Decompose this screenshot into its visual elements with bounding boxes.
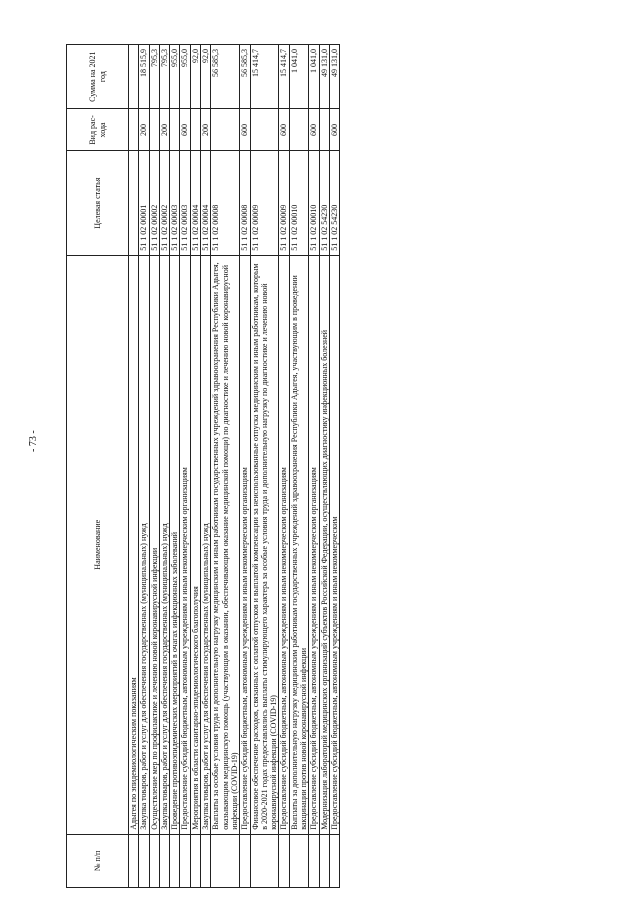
- cell-code: 51 1 02 54230: [319, 151, 329, 255]
- table-row: [180, 45, 190, 888]
- cell-sum: 1 041,0: [289, 45, 309, 109]
- header-row: [67, 45, 129, 888]
- cell-code: 51 1 02 00004: [201, 151, 211, 255]
- cell-vid: 600: [279, 109, 289, 151]
- header-code: Целевая статья: [67, 151, 129, 255]
- cell-name: Выплаты за особые условия труда и дополнительную нагрузку медицинским и иным работникам государственных учреждений здравоохранения Республики Адыгея, оказывающим медицинскую помощь (участвующим в оказании, обеспечивающим оказание медицинской помощи) по диагностике и лечению новой коронавирусной инфекции (COVID-19): [211, 255, 240, 834]
- cell-sum: 795,3: [149, 45, 159, 109]
- budget-table: [66, 44, 340, 888]
- cell-name: Закупка товаров, работ и услуг для обеспечения государственных (муниципальных) нужд: [201, 255, 211, 834]
- cell-code: 51 1 02 54230: [329, 151, 339, 255]
- cell-name: Выплаты за дополнительную нагрузку медицинским работникам государственных учреждений здравоохранения Республики Адыгея, участвующим в проведении вакцинации против новой коронавирусной инфекции: [289, 255, 309, 834]
- cell-sum: 92,0: [201, 45, 211, 109]
- cell-code: 51 1 02 00001: [139, 151, 149, 255]
- cell-num: [149, 834, 159, 887]
- cell-vid: 200: [159, 109, 169, 151]
- cell-sum: 49 131,0: [329, 45, 339, 109]
- cell-num: [329, 834, 339, 887]
- cell-num: [240, 834, 250, 887]
- cell-name: Мероприятия в области санитарно-эпидемиологического благополучия: [190, 255, 200, 834]
- cell-code: 51 1 02 00008: [211, 151, 240, 255]
- cell-vid: 600: [309, 109, 319, 151]
- header-vid: Вид рас-хода: [67, 109, 129, 151]
- cell-code: 51 1 02 00008: [240, 151, 250, 255]
- page-number: - 73 -: [28, 430, 39, 452]
- cell-num: [211, 834, 240, 887]
- cell-num: [289, 834, 309, 887]
- cell-vid: 600: [329, 109, 339, 151]
- cell-name: Предоставление субсидий бюджетным, автономным учреждениям и иным некоммерческим: [329, 255, 339, 834]
- cell-name: Осуществление мер по профилактике и лечению новой коронавирусной инфекции: [149, 255, 159, 834]
- cell-name: Предоставление субсидий бюджетным, автономным учреждениям и иным некоммерческим организациям: [279, 255, 289, 834]
- cell-vid: [129, 109, 139, 151]
- cell-name: Закупка товаров, работ и услуг для обеспечения государственных (муниципальных) нужд: [139, 255, 149, 834]
- cell-sum: 56 585,3: [240, 45, 250, 109]
- table-row: [309, 45, 319, 888]
- cell-sum: 18 515,9: [139, 45, 149, 109]
- cell-num: [159, 834, 169, 887]
- cell-name: Предоставление субсидий бюджетным, автономным учреждениям и иным некоммерческим организациям: [309, 255, 319, 834]
- cell-name: Проведение противоэпидемических мероприятий в очагах инфекционных заболеваний: [170, 255, 180, 834]
- cell-code: 51 1 02 00004: [190, 151, 200, 255]
- cell-vid: [190, 109, 200, 151]
- table-row: [129, 45, 139, 888]
- table-row: [279, 45, 289, 888]
- cell-num: [250, 834, 279, 887]
- cell-code: 51 1 02 00010: [289, 151, 309, 255]
- table-row: [289, 45, 309, 888]
- cell-vid: [170, 109, 180, 151]
- header-name: Наименование: [67, 255, 129, 834]
- cell-num: [180, 834, 190, 887]
- table-row: [190, 45, 200, 888]
- table-row: [149, 45, 159, 888]
- cell-code: 51 1 02 00010: [309, 151, 319, 255]
- cell-vid: [319, 109, 329, 151]
- cell-sum: 92,0: [190, 45, 200, 109]
- rotated-table-container: [66, 44, 576, 888]
- table-row: [201, 45, 211, 888]
- cell-sum: 1 041,0: [309, 45, 319, 109]
- table-row: [159, 45, 169, 888]
- cell-vid: 600: [240, 109, 250, 151]
- cell-code: 51 1 02 00002: [149, 151, 159, 255]
- header-sum: Сумма на 2021 год: [67, 45, 129, 109]
- cell-code: 51 1 02 00002: [159, 151, 169, 255]
- table-row: [240, 45, 250, 888]
- cell-sum: 795,3: [159, 45, 169, 109]
- cell-code: [129, 151, 139, 255]
- cell-sum: 49 131,0: [319, 45, 329, 109]
- cell-code: 51 1 02 00003: [170, 151, 180, 255]
- cell-sum: 955,0: [170, 45, 180, 109]
- cell-num: [139, 834, 149, 887]
- cell-vid: [289, 109, 309, 151]
- table-row: [211, 45, 240, 888]
- cell-code: 51 1 02 00003: [180, 151, 190, 255]
- table-row: [139, 45, 149, 888]
- cell-sum: [129, 45, 139, 109]
- cell-name: Адыгея по эпидемиологическим показаниям: [129, 255, 139, 834]
- cell-name: Закупка товаров, работ и услуг для обеспечения государственных (муниципальных) нужд: [159, 255, 169, 834]
- cell-vid: 600: [180, 109, 190, 151]
- table-row: [170, 45, 180, 888]
- cell-sum: 56 585,3: [211, 45, 240, 109]
- table-row: [250, 45, 279, 888]
- cell-sum: 955,0: [180, 45, 190, 109]
- cell-vid: [211, 109, 240, 151]
- cell-vid: 200: [201, 109, 211, 151]
- header-num: № п/п: [67, 834, 129, 887]
- cell-name: Финансовое обеспечение расходов, связанных с оплатой отпусков и выплатой компенсации за неиспользованные отпуска медицинским и иным работникам, которым в 2020-2021 годах предоставлялись выплаты стимулирующего характера за особые условия труда и дополнительную нагрузку по диагностике и лечению новой коронавирусной инфекции (COVID-19): [250, 255, 279, 834]
- cell-num: [279, 834, 289, 887]
- cell-vid: [250, 109, 279, 151]
- cell-code: 51 1 02 00009: [279, 151, 289, 255]
- cell-sum: 15 414,7: [279, 45, 289, 109]
- cell-num: [190, 834, 200, 887]
- cell-num: [319, 834, 329, 887]
- table-body: [129, 45, 340, 888]
- cell-sum: 15 414,7: [250, 45, 279, 109]
- cell-name: Предоставление субсидий бюджетным, автономным учреждениям и иным некоммерческим организациям: [180, 255, 190, 834]
- cell-code: 51 1 02 00009: [250, 151, 279, 255]
- cell-num: [201, 834, 211, 887]
- cell-name: Модернизация лабораторий медицинских организаций субъектов Российской Федерации, осуществляющих диагностику инфекционных болезней: [319, 255, 329, 834]
- cell-num: [129, 834, 139, 887]
- cell-name: Предоставление субсидий бюджетным, автономным учреждениям и иным некоммерческим организациям: [240, 255, 250, 834]
- table-row: [319, 45, 329, 888]
- cell-vid: 200: [139, 109, 149, 151]
- cell-num: [309, 834, 319, 887]
- table-row: [329, 45, 339, 888]
- cell-num: [170, 834, 180, 887]
- cell-vid: [149, 109, 159, 151]
